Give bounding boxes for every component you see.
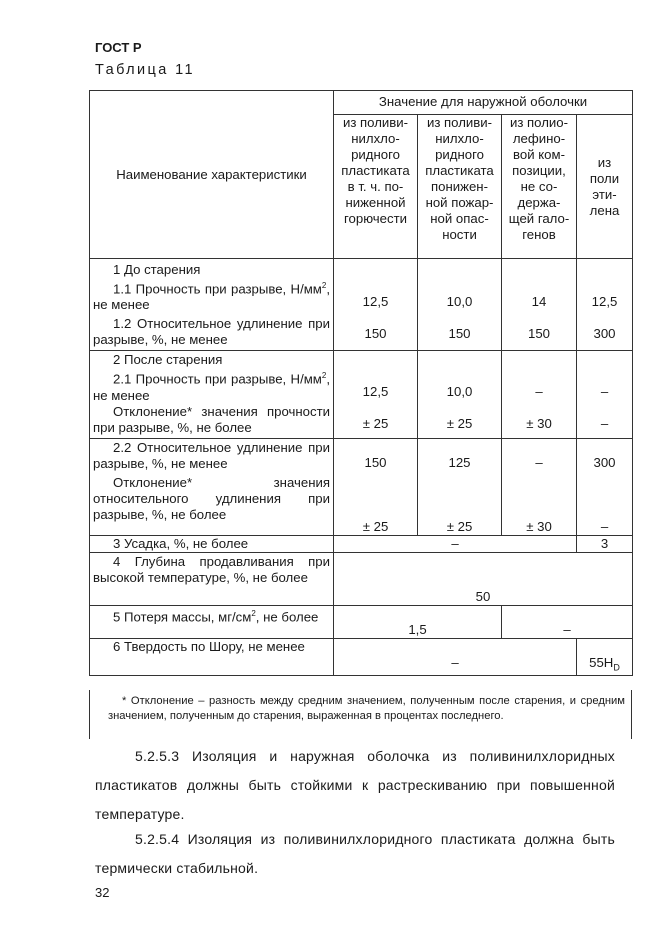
cell-value: 10,0 <box>446 294 473 309</box>
row-label: Отклонение* значения прочности при разрыве, %, не более <box>93 403 330 435</box>
row-label: 4 Глубина продавливания при высокой температуре, %, не более <box>93 553 330 585</box>
cell-value: 150 <box>364 326 387 341</box>
cell-value: 50 <box>334 552 633 605</box>
table-row <box>90 605 633 638</box>
cell-value: – <box>600 518 609 534</box>
table-footnote: * Отклонение – разность между средним значением, полученным после старения, и средним значением, полученным до старения, выраженная в процентах последнего. <box>89 690 632 739</box>
cell-value: $55H_D$ <box>577 638 633 676</box>
row-label: 2.1 Прочность при разрыве, $Н/мм^2$, не менее <box>93 371 330 403</box>
cell-value: 1,5 <box>334 605 502 638</box>
cell-value: ± 25 <box>446 518 473 534</box>
row-label: 2.2 Относительное удлинение при разрыве, %, не менее <box>93 439 330 471</box>
cell-value: 12,5 <box>591 294 618 309</box>
paragraph: 5.2.5.3 Изоляция и наружная оболочка из поливинилхлоридных пластикатов должны быть стойкими к растрескиванию при повышенной температуре. <box>95 748 615 822</box>
cell-value: ± 30 <box>526 518 552 534</box>
header-polyethylene: из поли эти- лена <box>577 115 633 259</box>
cell-value: 10,0 <box>446 384 473 400</box>
table-row <box>90 552 633 605</box>
cell-value: ± 25 <box>362 416 389 432</box>
row-label: Отклонение* значения относительного удлинения при разрыве, %, не более <box>93 474 330 522</box>
cell-value: – <box>334 638 577 676</box>
cell-value: – <box>334 535 577 552</box>
cell-value: 150 <box>448 326 471 341</box>
table-row <box>90 259 633 351</box>
cell-value: 12,5 <box>362 294 389 309</box>
properties-table <box>89 90 633 676</box>
row-label: 6 Твердость по Шору, не менее <box>113 638 305 654</box>
row-label: 1.1 Прочность при разрыве, $Н/мм^2$, не менее <box>93 281 330 313</box>
cell-value: 300 <box>593 326 616 341</box>
cell-value: 150 <box>527 326 550 341</box>
header-characteristic: Наименование характеристики <box>90 91 334 259</box>
header-polyolefin-halogen-free: из полио- лефино- вой ком- позиции, не со- держа- щей гало- генов <box>502 115 577 259</box>
cell-value: – <box>502 605 633 638</box>
table-caption: Таблица 11 <box>95 62 195 78</box>
row-label: 1 До старения <box>113 262 201 277</box>
cell-value: 150 <box>364 454 387 470</box>
cell-value: 12,5 <box>362 384 389 400</box>
cell-value: – <box>535 384 543 400</box>
cell-value: 125 <box>448 454 471 470</box>
table-header-row <box>90 91 633 115</box>
cell-value: – <box>535 454 543 470</box>
cell-value: 3 <box>577 535 633 552</box>
header-pvc-low-fire-hazard: из поливи- нилхло- ридного пластиката понижен- ной пожар- ной опас- ности <box>418 115 502 259</box>
header-pvc-low-flammability: из поливи- нилхло- ридного пластиката в т. ч. по- ниженной горючести <box>334 115 418 259</box>
row-label: 1.2 Относительное удлинение при разрыве, %, не менее <box>93 316 330 348</box>
cell-value: ± 25 <box>362 518 389 534</box>
document-header: ГОСТ Р <box>95 40 142 55</box>
header-outer-sheath: Значение для наружной оболочки <box>334 91 633 115</box>
cell-value: 300 <box>593 454 616 470</box>
cell-value: – <box>600 416 609 432</box>
table-row <box>90 535 633 552</box>
table-row <box>90 438 633 535</box>
cell-value: ± 30 <box>526 416 552 432</box>
page-number: 32 <box>95 885 110 900</box>
row-label: 3 Усадка, %, не более <box>90 535 334 552</box>
table-row <box>90 351 633 438</box>
cell-value: 14 <box>531 294 547 309</box>
paragraph: 5.2.5.4 Изоляция из поливинилхлоридного пластиката должна быть термически стабильной. <box>95 831 615 876</box>
cell-value: – <box>600 384 609 400</box>
row-label: 5 Потеря массы, $мг/см^2$, не более <box>113 608 319 625</box>
row-label: 2 После старения <box>113 352 223 368</box>
cell-value: ± 25 <box>446 416 473 432</box>
table-row <box>90 638 633 676</box>
